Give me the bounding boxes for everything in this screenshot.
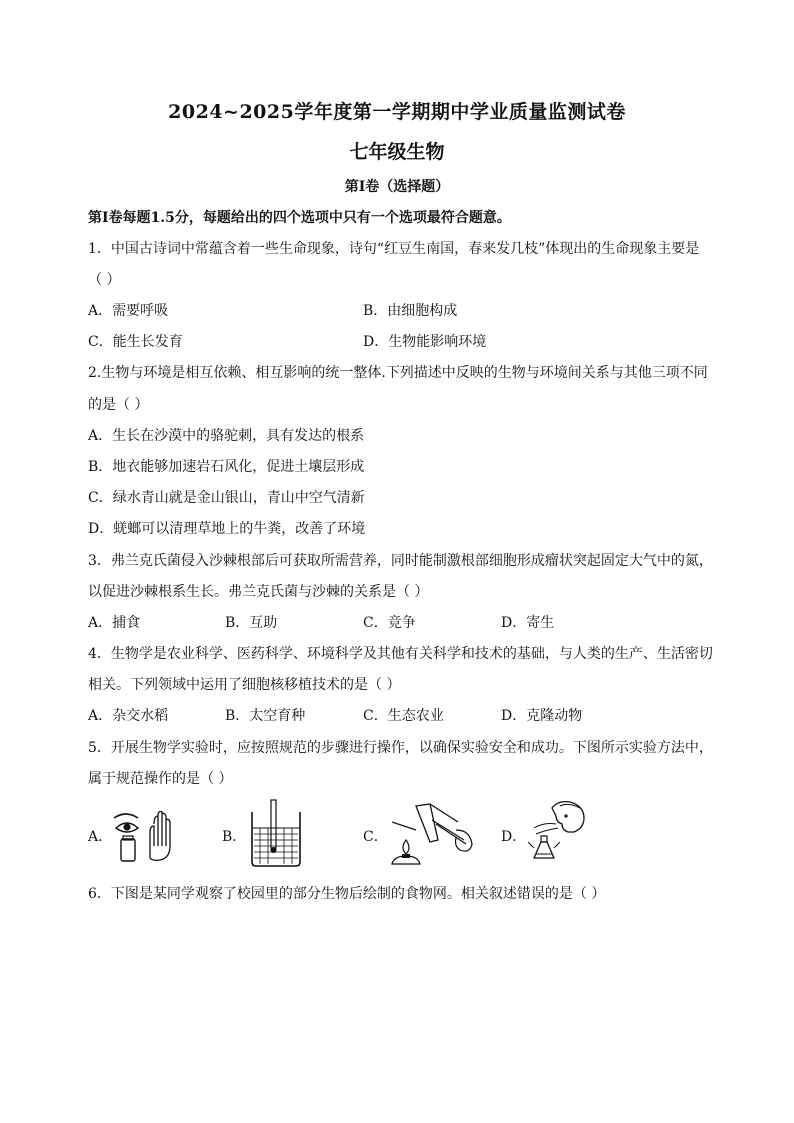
q2-stem-line2: 的是（ ） xyxy=(88,397,149,413)
q2-option-d: D．蜣螂可以清理草地上的牛粪，改善了环境 xyxy=(88,521,366,537)
q3-stem-line1: 3．弗兰克氏菌侵入沙棘根部后可获取所需营养，同时能制激根部细胞形成瘤状突起固定大气中的氮， xyxy=(88,553,713,569)
q1-option-d: D．生物能影响环境 xyxy=(363,334,487,350)
exam-subject: 七年级生物 xyxy=(349,141,445,163)
q4-option-b: B．太空育种 xyxy=(225,708,306,724)
q3-option-a: A．捕食 xyxy=(88,615,141,631)
q3-stem-line2: 以促进沙棘根系生长。弗兰克氏菌与沙棘的关系是（ ） xyxy=(88,584,429,600)
q1-stem-line1: 1．中国古诗词中常蕴含着一些生命现象，诗句“红豆生南国，春来发几枝”体现出的生命现象主要是 xyxy=(88,241,700,257)
q2-stem-line1: 2.生物与环境是相互依赖、相互影响的统一整体.下列描述中反映的生物与环境间关系与其他三项不同 xyxy=(88,365,708,381)
q2-option-a: A．生长在沙漠中的骆驼刺，具有发达的根系 xyxy=(88,428,365,444)
q5-option-a-label: A． xyxy=(88,829,113,845)
q5-option-c-label: C． xyxy=(363,829,388,845)
test-tube-alcohol-lamp-icon xyxy=(386,800,476,866)
q5-option-b-label: B． xyxy=(222,829,247,845)
q4-option-c: C．生态农业 xyxy=(363,708,444,724)
q1-option-c: C．能生长发育 xyxy=(88,334,183,350)
q1-option-a: A．需要呼吸 xyxy=(88,303,169,319)
beaker-thermometer-icon xyxy=(246,798,306,868)
q3-option-b: B．互助 xyxy=(225,615,278,631)
q2-option-b: B．地衣能够加速岩石风化，促进土壤层形成 xyxy=(88,459,365,475)
q5-stem-line1: 5．开展生物学实验时，应按照规范的步骤进行操作，以确保实验安全和成功。下图所示实验方法中， xyxy=(88,740,713,756)
q5-option-d-label: D． xyxy=(501,829,527,845)
q4-option-d: D．克隆动物 xyxy=(501,708,583,724)
q6-stem-line1: 6．下图是某同学观察了校园里的部分生物后绘制的食物网。相关叙述错误的是（ ） xyxy=(88,886,606,902)
q4-stem-line1: 4．生物学是农业科学、医药科学、环境科学及其他有关科学和技术的基础，与人类的生产、生活密切 xyxy=(88,646,713,662)
section-instruction: 第Ⅰ卷每题1.5分，每题给出的四个选项中只有一个选项最符合题意。 xyxy=(88,210,511,226)
smelling-flask-icon xyxy=(522,798,588,860)
q1-stem-line2: （ ） xyxy=(88,272,121,288)
q5-stem-line2: 属于规范操作的是（ ） xyxy=(88,771,233,787)
q4-option-a: A．杂交水稻 xyxy=(88,708,169,724)
eye-and-hand-sketch-icon xyxy=(112,806,182,864)
exam-title: 2024~2025学年度第一学期期中学业质量监测试卷 xyxy=(168,101,626,123)
section-heading: 第Ⅰ卷（选择题） xyxy=(344,179,450,195)
q3-option-c: C．竞争 xyxy=(363,615,416,631)
q4-stem-line2: 相关。下列领域中运用了细胞核移植技术的是（ ） xyxy=(88,677,401,693)
q3-option-d: D．寄生 xyxy=(501,615,555,631)
q2-option-c: C．绿水青山就是金山银山，青山中空气清新 xyxy=(88,490,365,506)
q1-option-b: B．由细胞构成 xyxy=(363,303,458,319)
